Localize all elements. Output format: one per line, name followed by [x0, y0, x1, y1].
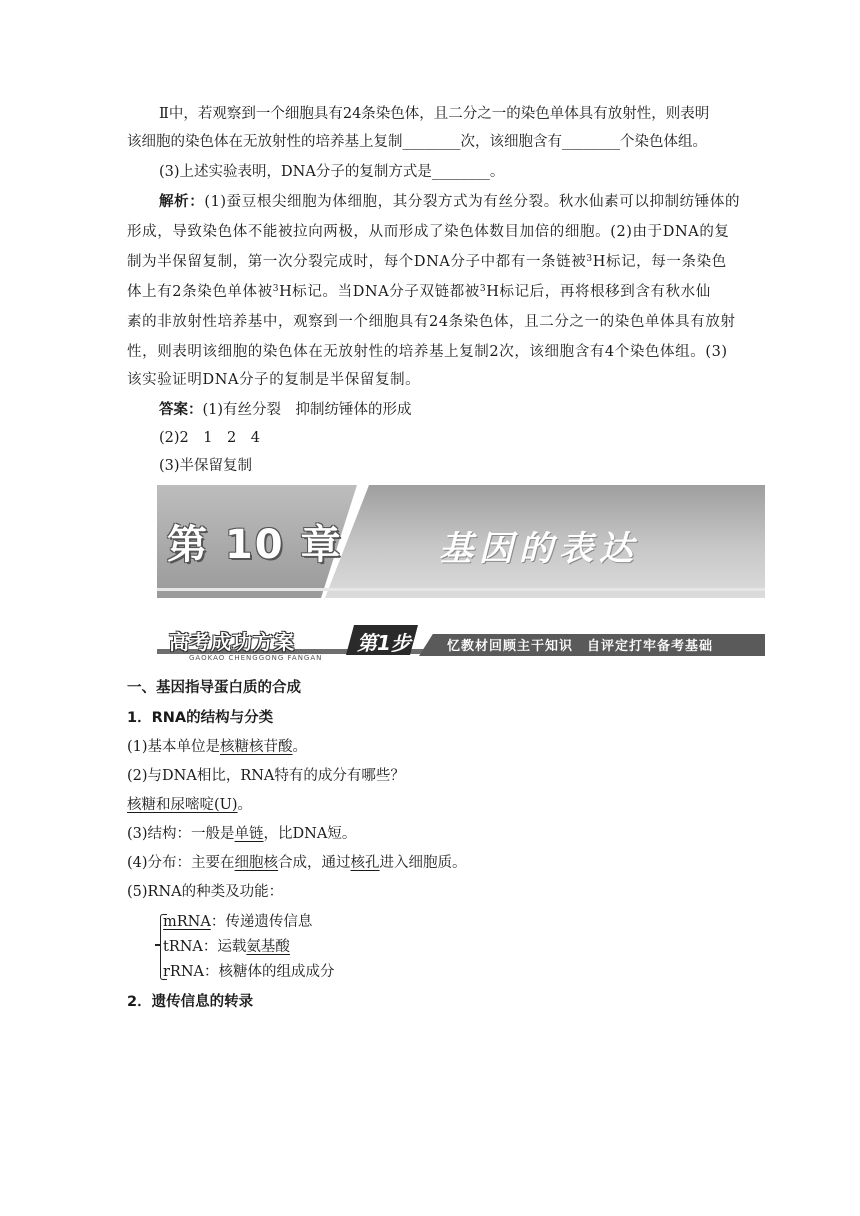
- question-line: 该细胞的染色体在无放射性的培养基上复制________次，该细胞含有________个染色体组。: [127, 134, 707, 150]
- analysis-line: 该实验证明DNA分子的复制是半保留复制。: [127, 372, 421, 388]
- section-bar-title: 高考成功方案: [169, 630, 295, 654]
- subsection-heading: 2．遗传信息的转录: [127, 994, 254, 1010]
- answer-line: 答案：(1)有丝分裂 抑制纺锤体的形成: [159, 402, 412, 418]
- rna-type-item: mRNA：传递遗传信息: [163, 914, 313, 930]
- section-bar-subtitle: 忆教材回顾主干知识 自评定打牢备考基础: [447, 639, 714, 654]
- step-badge-label: 第1步: [357, 631, 411, 655]
- analysis-line: 素的非放射性培养基中，观察到一个细胞具有24条染色体，且二分之一的染色单体具有放射: [127, 314, 736, 330]
- analysis-line: 体上有2条染色单体被$^3$H标记。当DNA分子双链都被$^3$H标记后，再将根移到含有秋水仙: [127, 284, 711, 300]
- rna-type-item: rRNA：核糖体的组成成分: [163, 964, 335, 980]
- rna-type-item: tRNA：运载氨基酸: [163, 939, 290, 955]
- banner-stripe: [157, 588, 765, 591]
- content-line: (3)结构：一般是单链，比DNA短。: [127, 826, 357, 842]
- section-bar: [157, 625, 765, 665]
- section-bar-pinyin: GAOKAO CHENGGONG FANGAN: [189, 654, 323, 662]
- content-line: 核糖和尿嘧啶(U)。: [127, 797, 253, 813]
- question-line: Ⅱ中，若观察到一个细胞具有24条染色体，且二分之一的染色单体具有放射性，则表明: [159, 106, 710, 122]
- chapter-number: 第 10 章: [167, 522, 343, 568]
- analysis-line: 解析：(1)蚕豆根尖细胞为体细胞，其分裂方式为有丝分裂。秋水仙素可以抑制纺锤体的: [159, 194, 741, 210]
- analysis-line: 制为半保留复制，第一次分裂完成时，每个DNA分子中都有一条链被$^3$H标记，每一条染色: [127, 254, 727, 270]
- answer-label: 答案：: [159, 402, 203, 418]
- analysis-line: 形成，导致染色体不能被拉向两极，从而形成了染色体数目加倍的细胞。(2)由于DNA的复: [127, 224, 730, 240]
- content-line: (5)RNA的种类及功能：: [127, 884, 284, 900]
- question-line: (3)上述实验表明，DNA分子的复制方式是________。: [159, 164, 505, 180]
- content-line: (1)基本单位是核糖核苷酸。: [127, 739, 308, 755]
- subsection-heading: 1．RNA的结构与分类: [127, 710, 274, 726]
- content-line: (2)与DNA相比，RNA特有的成分有哪些？: [127, 768, 405, 784]
- chapter-banner: [157, 485, 765, 598]
- section-heading: 一、基因指导蛋白质的合成: [127, 680, 301, 696]
- analysis-line: 性，则表明该细胞的染色体在无放射性的培养基上复制2次，该细胞含有4个染色体组。(3): [127, 344, 728, 360]
- answer-line: (3)半保留复制: [159, 458, 253, 474]
- answer-line: (2)2 1 2 4: [159, 430, 260, 446]
- brace-tip: [155, 944, 161, 946]
- content-line: (4)分布：主要在细胞核合成，通过核孔进入细胞质。: [127, 855, 467, 871]
- chapter-title: 基因的表达: [439, 529, 639, 569]
- analysis-label: 解析：: [159, 194, 205, 210]
